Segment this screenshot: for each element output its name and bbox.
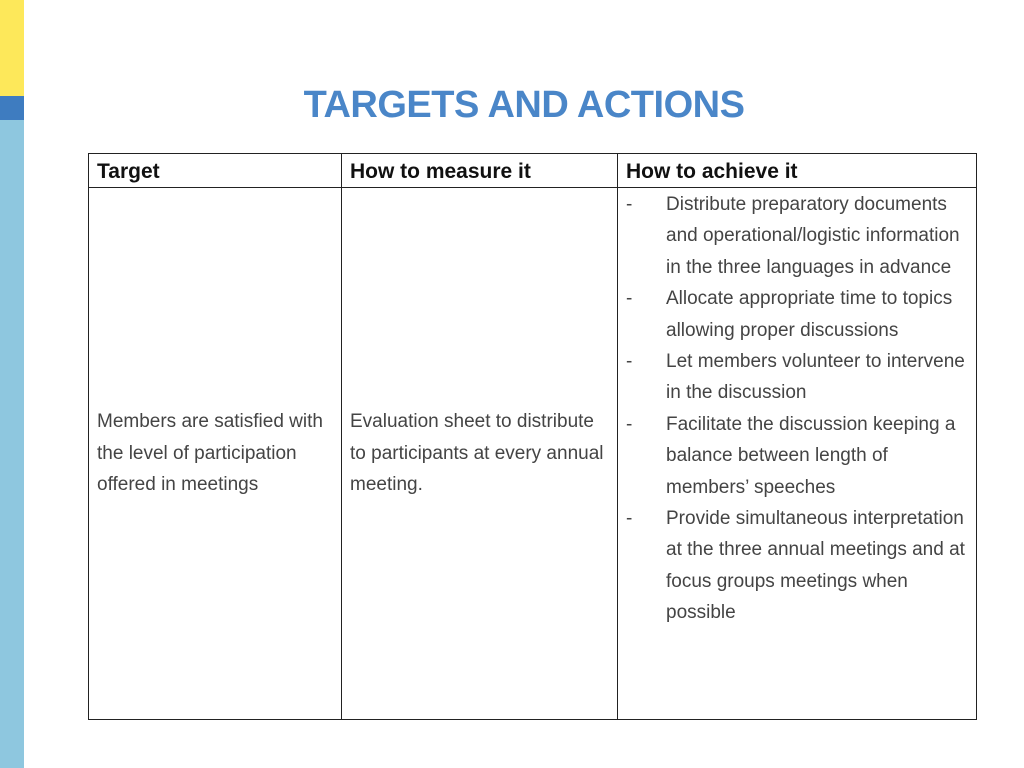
actions-list (624, 189, 970, 629)
action-text: Provide simultaneous interpretation at the three annual meetings and at focus groups meetings when possible (666, 508, 965, 624)
bullet-dash: - (626, 508, 633, 530)
targets-table (88, 153, 977, 720)
bullet-dash: - (626, 288, 633, 310)
slide-title: TARGETS AND ACTIONS (303, 84, 745, 126)
measure-cell: Evaluation sheet to distribute to participants at every annual meeting. (342, 188, 618, 720)
action-text: Distribute preparatory documents and operational/logistic information in the three languages in advance (666, 194, 960, 278)
action-text: Facilitate the discussion keeping a balance between length of members’ speeches (666, 413, 956, 498)
table-row (89, 188, 977, 720)
list-item (624, 503, 970, 629)
target-cell: Members are satisfied with the level of participation offered in meetings (89, 188, 342, 720)
list-item (624, 283, 970, 346)
header-how-to-measure: How to measure it (342, 154, 618, 188)
action-text: Allocate appropriate time to topics allowing proper discussions (666, 288, 953, 341)
bullet-dash: - (626, 413, 633, 435)
list-item (624, 346, 970, 409)
sidebar-yellow-segment (0, 0, 24, 96)
header-how-to-achieve: How to achieve it (618, 154, 977, 188)
header-target: Target (89, 154, 342, 188)
sidebar-blue-segment (0, 96, 24, 120)
bullet-dash: - (626, 351, 633, 373)
sidebar-light-blue-segment (0, 120, 24, 768)
decorative-sidebar (0, 0, 24, 768)
table-header-row (89, 154, 977, 188)
list-item (624, 409, 970, 503)
list-item (624, 189, 970, 283)
bullet-dash: - (626, 194, 633, 215)
actions-cell (618, 188, 977, 720)
action-text: Let members volunteer to intervene in the discussion (666, 351, 965, 404)
